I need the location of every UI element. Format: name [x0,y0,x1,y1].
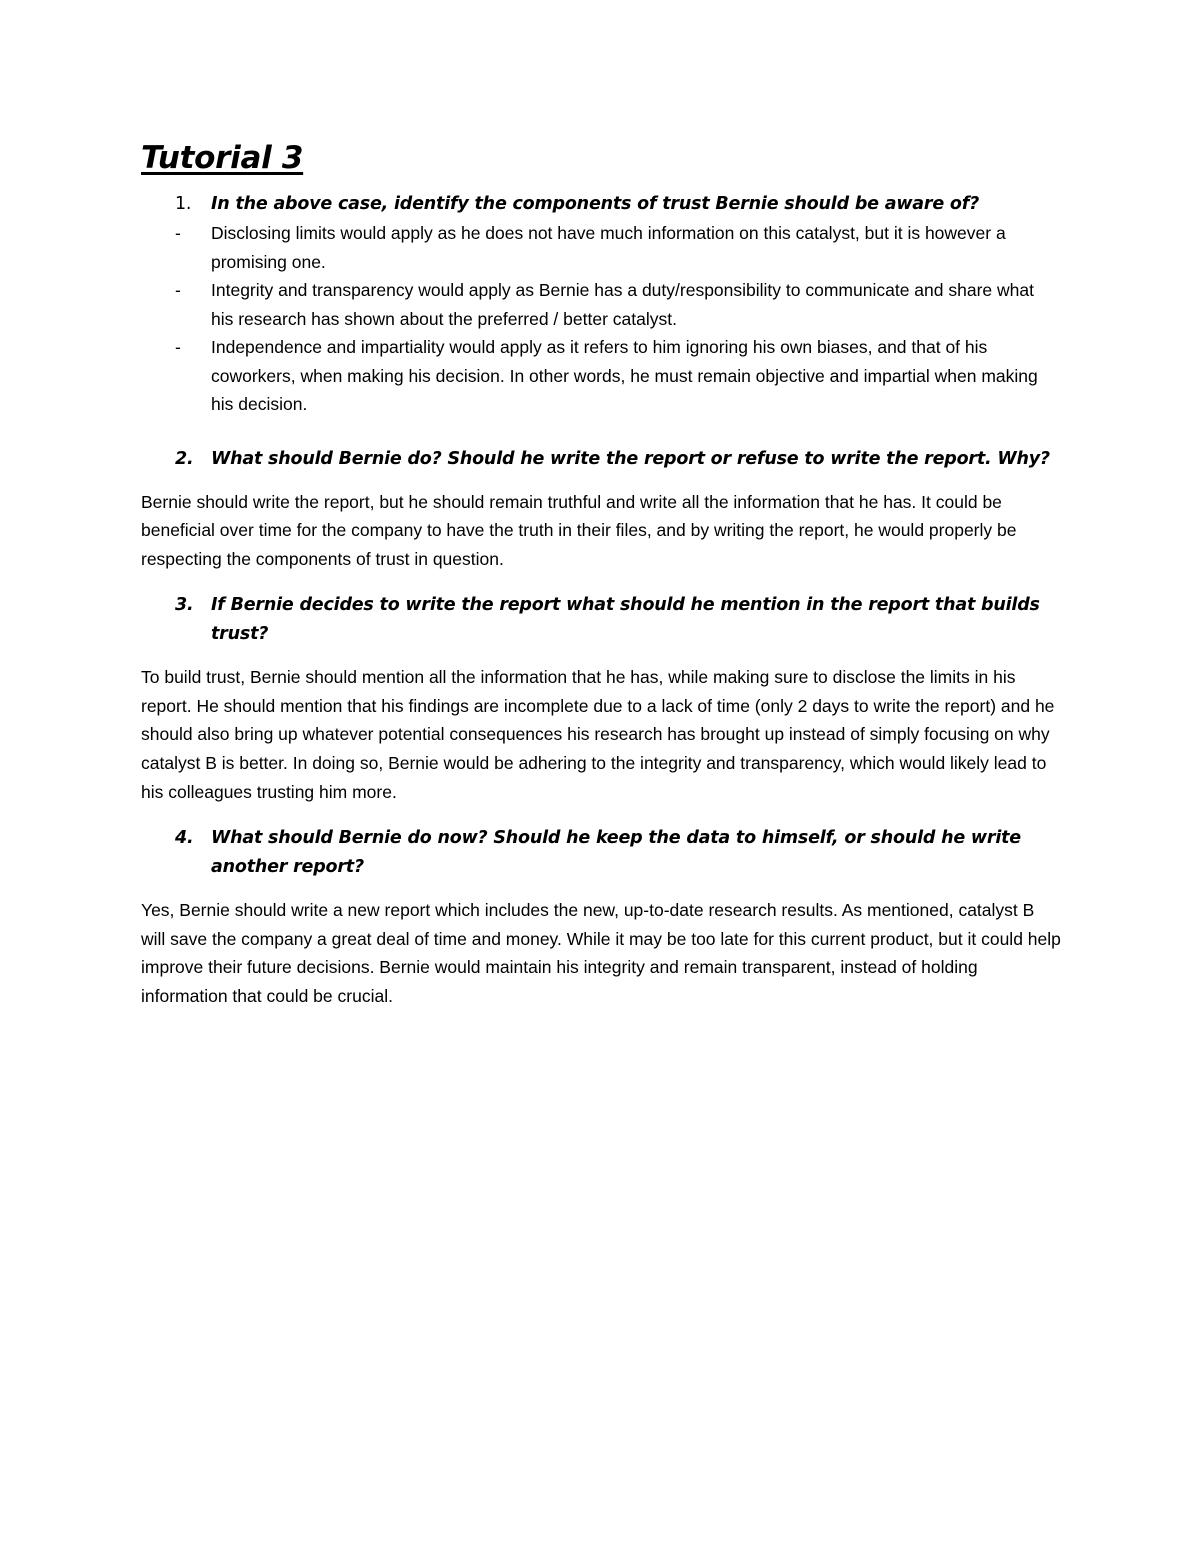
question-2-number: 2. [175,448,194,469]
question-1-number: 1. [175,194,192,214]
bullet-marker: - [175,280,181,300]
bullet-marker: - [175,337,181,357]
bullet-marker: - [175,223,181,243]
bullet-text: Integrity and transparency would apply as Bernie has a duty/responsibility to communicate and share what his research has shown about the preferred / better catalyst. [211,280,1034,329]
question-1-heading [141,190,1061,219]
answer-3-paragraph: To build trust, Bernie should mention all the information that he has, while making sure to disclose the limits in his report. He should mention that his findings are incomplete due to a lack of time (only 2 days to write the report) and he should also bring up whatever potential consequences his research has brought up instead of simply focusing on why catalyst B is better. In doing so, Bernie would be adhering to the integrity and transparency, which would likely lead to his colleagues trusting him more. [141,667,1055,802]
question-4-text: What should Bernie do now? Should he keep the data to himself, or should he write another report? [211,828,1021,878]
list-item [141,333,1061,419]
question-3-heading [141,591,1061,649]
answer-4-paragraph: Yes, Bernie should write a new report which includes the new, up-to-date research results. As mentioned, catalyst B will save the company a great deal of time and money. While it may be too late for this current product, but it could help improve their future decisions. Bernie would maintain his integrity and remain transparent, instead of holding information that could be crucial. [141,900,1061,1007]
question-2-text: What should Bernie do? Should he write the report or refuse to write the report. Why? [211,448,1050,469]
question-3-number: 3. [175,595,194,616]
question-2-heading [141,445,1061,474]
list-item [141,219,1061,276]
document-title: Tutorial 3 [141,140,304,176]
bullet-text: Independence and impartiality would apply as it refers to him ignoring his own biases, and that of his coworkers, when making his decision. In other words, he must remain objective and impartial when making his decision. [211,337,1038,414]
question-4-number: 4. [175,828,194,849]
document-content [141,140,1061,1011]
answer-2-paragraph: Bernie should write the report, but he should remain truthful and write all the information that he has. It could be beneficial over time for the company to have the truth in their files, and by writing the report, he would properly be respecting the components of trust in question. [141,491,1017,569]
question-1-text: In the above case, identify the components of trust Bernie should be aware of? [211,194,980,214]
list-item [141,276,1061,333]
question-3-text: If Bernie decides to write the report what should he mention in the report that builds trust? [211,595,1040,645]
bullet-text: Disclosing limits would apply as he does not have much information on this catalyst, but it is however a promising one. [211,223,1006,272]
question-1-bullets [141,219,1061,419]
question-4-heading [141,824,1061,882]
